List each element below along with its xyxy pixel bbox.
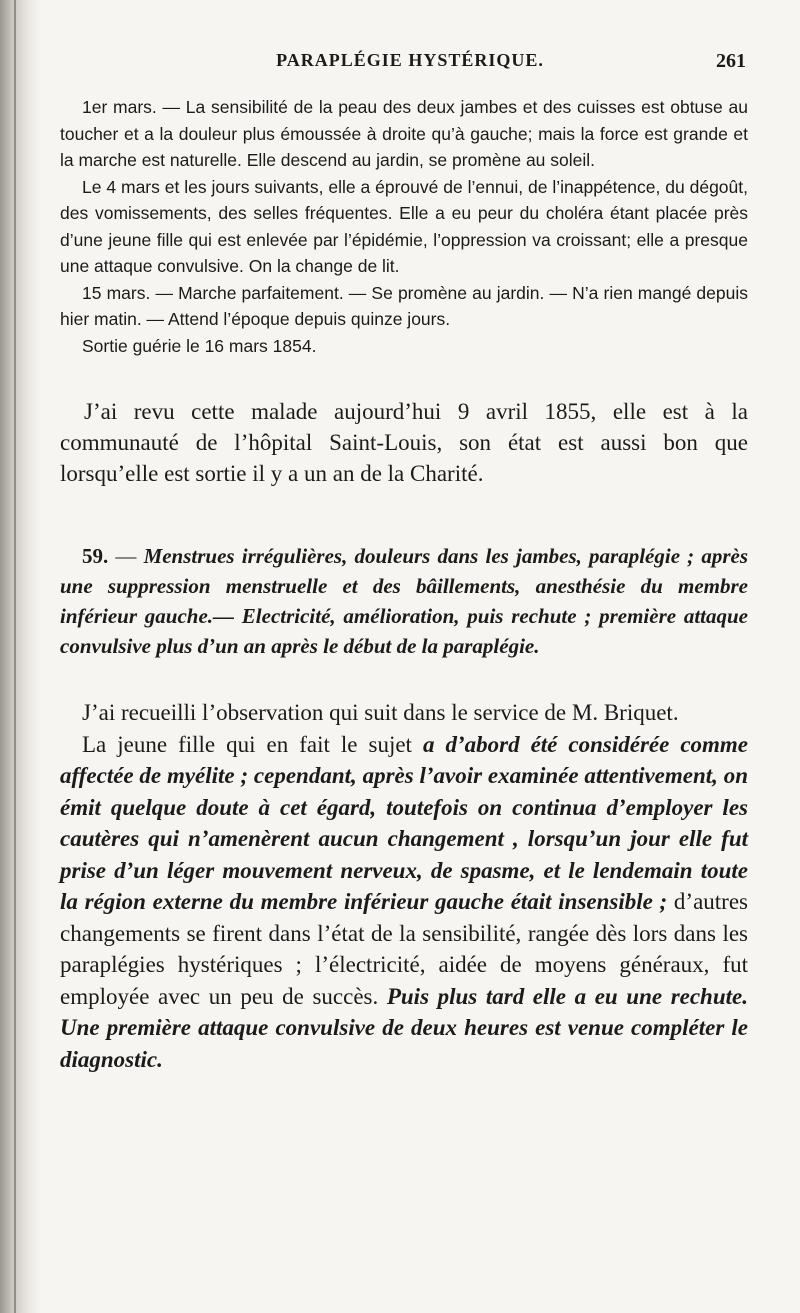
case-heading: [60, 541, 748, 661]
case-separator: —: [115, 544, 137, 568]
book-spine-shadow: [0, 0, 40, 1313]
diary-entry-march-15: 15 mars. — Marche parfaitement. — Se promène au jardin. — N’a rien mangé depuis hier matin. — Attend l’époque depuis quinze jours.: [60, 282, 748, 329]
page-number: 261: [716, 50, 746, 72]
observation-italic-1: a d’abord été considérée comme affectée de myélite ; cependant, après l’avoir examinée attentivement, on émit quelque doute à cet égard, toutefois on continua d’employer les cautères qui n’amenèrent aucun changement , lorsqu’un jour elle fut prise d’un léger mouvement nerveux, de spasme, et le lendemain toute la région externe du membre inférieur gauche était insensible ;: [60, 731, 749, 914]
observation-body: [60, 729, 748, 1076]
binding-edge: [14, 0, 16, 1313]
followup-paragraph: [60, 396, 748, 489]
case-number: 59.: [82, 544, 109, 568]
observation-italic-2: Puis plus tard elle a eu une rechute. Une première attaque convulsive de deux heures est venue compléter le diagnostic.: [60, 983, 748, 1072]
diary-entry-discharge: Sortie guérie le 16 mars 1854.: [82, 335, 317, 356]
running-title: PARAPLÉGIE HYSTÉRIQUE.: [276, 50, 544, 70]
diary-entry-march-4: Le 4 mars et les jours suivants, elle a éprouvé de l’ennui, de l’inappétence, du dégoût, des vomissements, des selles fréquentes. Elle a eu peur du choléra étant placée près d’une jeune fille qui est enlevée par l’épidémie, l’oppression va croissant; elle a presque une attaque convulsive. On la change de lit.: [60, 176, 748, 276]
observation-lead: La jeune fille qui en fait le sujet: [82, 731, 412, 757]
diary-entries: [60, 94, 748, 359]
page-header: [60, 50, 760, 80]
followup-text: J’ai revu cette malade aujourd’hui 9 avril 1855, elle est à la communauté de l’hôpital Saint-Louis, son état est aussi bon que lorsqu’elle est sortie il y a un an de la Charité.: [60, 399, 748, 486]
observation-roman: d’autres changements se firent dans l’état de la sensibilité, rangée dès lors dans les paraplégies hystériques ; l’électricité, aidée de moyens généraux, fut employée avec un peu de succès.: [60, 889, 748, 1009]
case-title: Menstrues irrégulières, douleurs dans les jambes, paraplégie ; après une suppression menstruelle et des bâillements, anesthésie du membre inférieur gauche.— Electricité, amélioration, puis rechute ; première attaque convulsive plus d’un an après le début de la paraplégie.: [60, 544, 748, 658]
observation-text: [60, 697, 748, 1075]
case-title-paragraph: [60, 541, 748, 661]
diary-entry-march-1: 1er mars. — La sensibilité de la peau des deux jambes et des cuisses est obtuse au toucher et a la douleur plus émoussée à droite qu’à gauche; mais la force est grande et la marche est naturelle. Elle descend au jardin, se promène au soleil.: [60, 97, 748, 170]
observation-intro: J’ai recueilli l’observation qui suit dans le service de M. Briquet.: [82, 700, 679, 725]
